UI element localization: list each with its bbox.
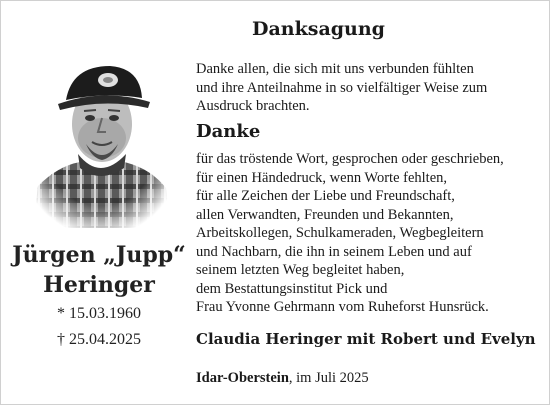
thanks-line: für alle Zeichen der Liebe und Freundschaft, (196, 188, 455, 204)
deceased-name-line2: Heringer (43, 272, 155, 298)
date-text: , im Juli 2025 (288, 370, 369, 386)
thanks-line: für das tröstende Wort, gesprochen oder geschrieben, (196, 151, 504, 167)
thanks-line: für einen Händedruck, wenn Worte fehlten, (196, 169, 448, 186)
thanks-line: allen Verwandten, Freunden und Bekannten, (196, 206, 454, 223)
portrait-photo (28, 58, 173, 228)
thanks-line: und Nachbarn, die ihn in seinem Leben und auf (196, 243, 472, 260)
danke-heading: Danke (196, 121, 261, 142)
signature: Claudia Heringer mit Robert und Evelyn (196, 330, 536, 348)
thanks-line: seinem letzten Weg begleitet haben, (196, 262, 405, 278)
place-date-line (196, 370, 369, 387)
death-date: † 25.04.2025 (57, 331, 141, 348)
page-title: Danksagung (252, 18, 385, 40)
birth-date: * 15.03.1960 (57, 305, 141, 322)
intro-line: Danke allen, die sich mit uns verbunden fühlten (196, 61, 474, 77)
intro-line: und ihre Anteilnahme in so vielfältiger Weise zum (196, 79, 488, 96)
thanks-line: Arbeitskollegen, Schulkameraden, Wegbegleitern (196, 225, 484, 241)
deceased-name-line1: Jürgen „Jupp“ (12, 242, 186, 268)
place-name: Idar-Oberstein (196, 370, 289, 386)
thanks-line: Frau Yvonne Gehrmann vom Ruheforst Hunsrück. (196, 299, 489, 315)
thanks-paragraph (196, 150, 546, 317)
intro-line: Ausdruck brachten. (196, 98, 310, 114)
thanks-line: dem Bestattungsinstitut Pick und (196, 280, 388, 297)
intro-paragraph (196, 60, 536, 116)
